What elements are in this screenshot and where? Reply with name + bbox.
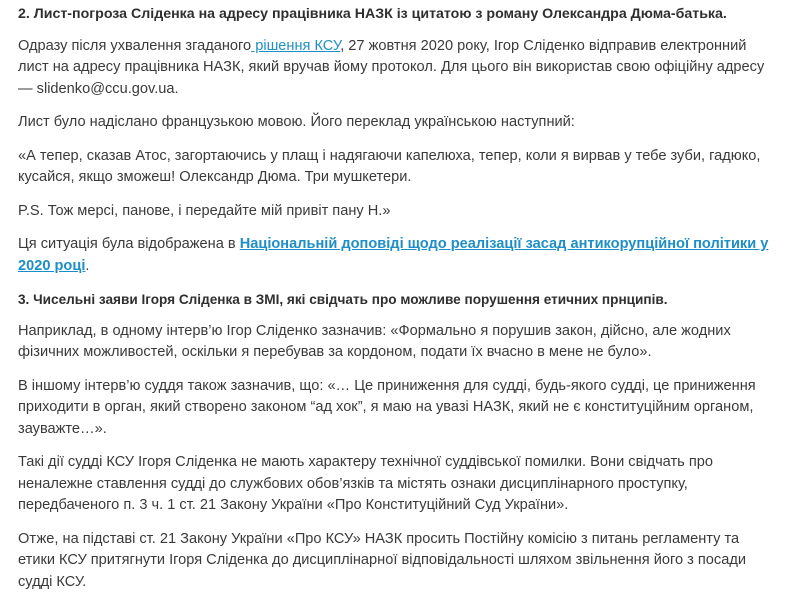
- paragraph-text: Одразу після ухвалення згаданого: [18, 38, 251, 54]
- section-3-paragraph-1: Наприклад, в одному інтерв’ю Ігор Сліденко зазначив: «Формально я порушив закон, дійсно, але жодних фізичних можливостей, оскільки я перебував за кордоном, подати їх вчасно в мене не було».: [18, 321, 770, 364]
- section-2-paragraph-2: Лист було надіслано французькою мовою. Його переклад українською наступний:: [18, 112, 770, 134]
- national-report-link[interactable]: Національній доповіді щодо реалізації засад антикорупційної політики у 2020 році: [18, 236, 768, 274]
- section-2-paragraph-1: [18, 36, 770, 101]
- article-body: [0, 4, 794, 582]
- section-2-heading: 2. Лист-погроза Сліденка на адресу працівника НАЗК із цитатою з роману Олександра Дюма-батька.: [18, 4, 770, 26]
- section-2-paragraph-5: [18, 234, 770, 277]
- paragraph-text: , 27 жовтня 2020 року, Ігор Сліденко відправив електронний лист на адресу працівника НАЗК, який вручав йому протокол. Для цього він використав свою офіційну адресу — slidenko@ccu.gov.ua.: [18, 38, 764, 97]
- paragraph-text: .: [85, 258, 89, 274]
- section-3-paragraph-4: Отже, на підставі ст. 21 Закону України «Про КСУ» НАЗК просить Постійну комісію з питань регламенту та етики КСУ притягнути Ігоря Сліденка до дисциплінарної відповідальності шляхом звільнення його з посади судді КСУ.: [18, 529, 770, 593]
- section-3-paragraph-2: В іншому інтерв’ю суддя також зазначив, що: «… Це приниження для судді, будь-якого судді, це приниження приходити в орган, який створено законом “ад хок”, я маю на увазі НАЗК, який не є конституційним органом, зауважте…».: [18, 376, 770, 441]
- letter-quote: «А тепер, сказав Атос, загортаючись у плащ і надягаючи капелюха, тепер, коли я вирвав у тебе зуби, гадюко, кусайся, якщо зможеш! Олександр Дюма. Три мушкетери.: [18, 146, 770, 189]
- paragraph-text: Ця ситуація була відображена в: [18, 236, 240, 252]
- letter-postscript: P.S. Тож мерсі, панове, і передайте мій привіт пану Н.»: [18, 201, 770, 223]
- section-3-paragraph-3: Такі дії судді КСУ Ігоря Сліденка не мають характеру технічної суддівської помилки. Вони свідчать про неналежне ставлення судді до службових обов’язків та містять ознаки дисциплінарного проступку, передбаченого п. 3 ч. 1 ст. 21 Закону України «Про Конституційний Суд України».: [18, 452, 770, 517]
- ksu-decision-link[interactable]: рішення КСУ: [251, 38, 340, 54]
- section-3-heading: 3. Чисельні заяви Ігоря Сліденка в ЗМІ, які свідчать про можливе порушення етичних прнципів.: [18, 289, 770, 311]
